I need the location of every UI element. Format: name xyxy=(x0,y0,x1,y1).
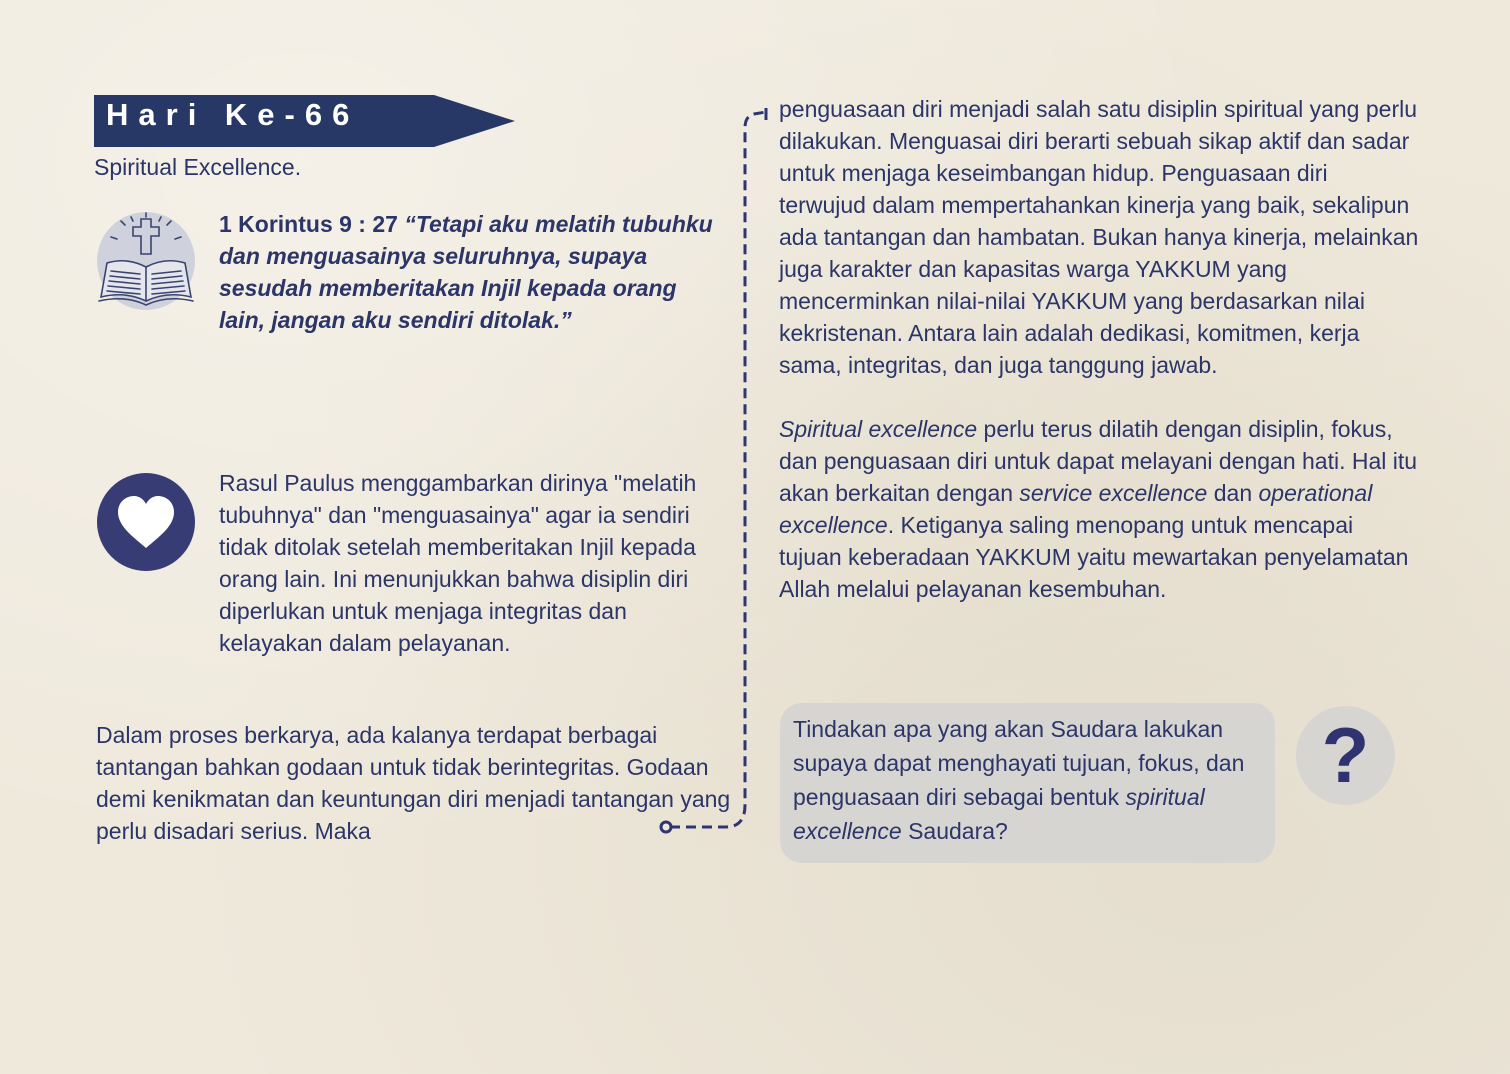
paragraph-text: dan xyxy=(1207,480,1259,506)
verse-reference: 1 Korintus 9 : 27 xyxy=(219,211,405,237)
reflection-text: Rasul Paulus menggambarkan dirinya "melatih tubuhnya" dan "menguasainya" agar ia sendiri tidak ditolak setelah memberitakan Injil kepada orang lain. Ini menunjukkan bahwa disiplin diri diperlukan untuk menjaga integritas dan kelayakan dalam pelayanan. xyxy=(219,470,697,656)
verse-text: “Tetapi aku melatih tubuhku dan menguasainya seluruhnya, supaya sesudah memberitakan Injil kepada orang lain, jangan aku sendiri ditolak.” xyxy=(219,211,713,333)
question-suffix: Saudara? xyxy=(901,818,1008,844)
open-bible-with-cross-icon xyxy=(95,211,197,311)
question-mark-icon xyxy=(1296,706,1395,805)
question-glyph: ? xyxy=(1321,711,1370,799)
question-main: Tindakan apa yang akan Saudara lakukan supaya dapat menghayati tujuan, fokus, dan penguasaan diri sebagai bentuk xyxy=(793,716,1245,810)
emphasis-service-excellence: service excellence xyxy=(1019,480,1208,506)
body-column-right xyxy=(779,93,1419,605)
paragraph-text: . Ketiganya saling menopang untuk mencapai tujuan keberadaan YAKKUM yaitu mewartakan penyelamatan Allah melalui pelayanan kesembuhan. xyxy=(779,512,1409,602)
question-text xyxy=(793,712,1273,848)
continuation-connector xyxy=(650,100,780,840)
day-banner xyxy=(94,95,515,147)
day-title: Hari Ke-66 xyxy=(106,97,360,132)
question-box xyxy=(780,703,1275,863)
body-paragraph-right-2 xyxy=(779,413,1419,605)
paragraph-text: perlu terus dilatih dengan disiplin, fokus, dan penguasaan diri untuk dapat melayani dengan hati. Hal itu akan berkaitan dengan xyxy=(779,416,1418,506)
body-paragraph-left: Dalam proses berkarya, ada kalanya terdapat berbagai tantangan bahkan godaan untuk tidak berintegritas. Godaan demi kenikmatan dan keuntungan diri menjadi tantangan yang perlu disadari serius. Maka xyxy=(96,722,731,844)
emphasis-spiritual-excellence: Spiritual excellence xyxy=(779,416,978,442)
question-emphasis: spiritual excellence xyxy=(793,784,1205,844)
bible-verse xyxy=(219,208,719,336)
body-paragraph-right-1: penguasaan diri menjadi salah satu disiplin spiritual yang perlu dilakukan. Menguasai diri berarti sebuah sikap aktif dan sadar untuk menjaga keseimbangan hidup. Penguasaan diri terwujud dalam mempertahankan kinerja yang baik, sekalipun ada tantangan dan hambatan. Bukan hanya kinerja, melainkan juga karakter dan kapasitas warga YAKKUM yang mencerminkan nilai-nilai YAKKUM yang berdasarkan nilai kekristenan. Antara lain adalah dedikasi, komitmen, kerja sama, integritas, dan juga tanggung jawab. xyxy=(779,96,1419,378)
page-subtitle: Spiritual Excellence. xyxy=(94,154,302,180)
heart-icon xyxy=(96,472,196,572)
emphasis-operational-excellence: operational excellence xyxy=(779,480,1373,538)
